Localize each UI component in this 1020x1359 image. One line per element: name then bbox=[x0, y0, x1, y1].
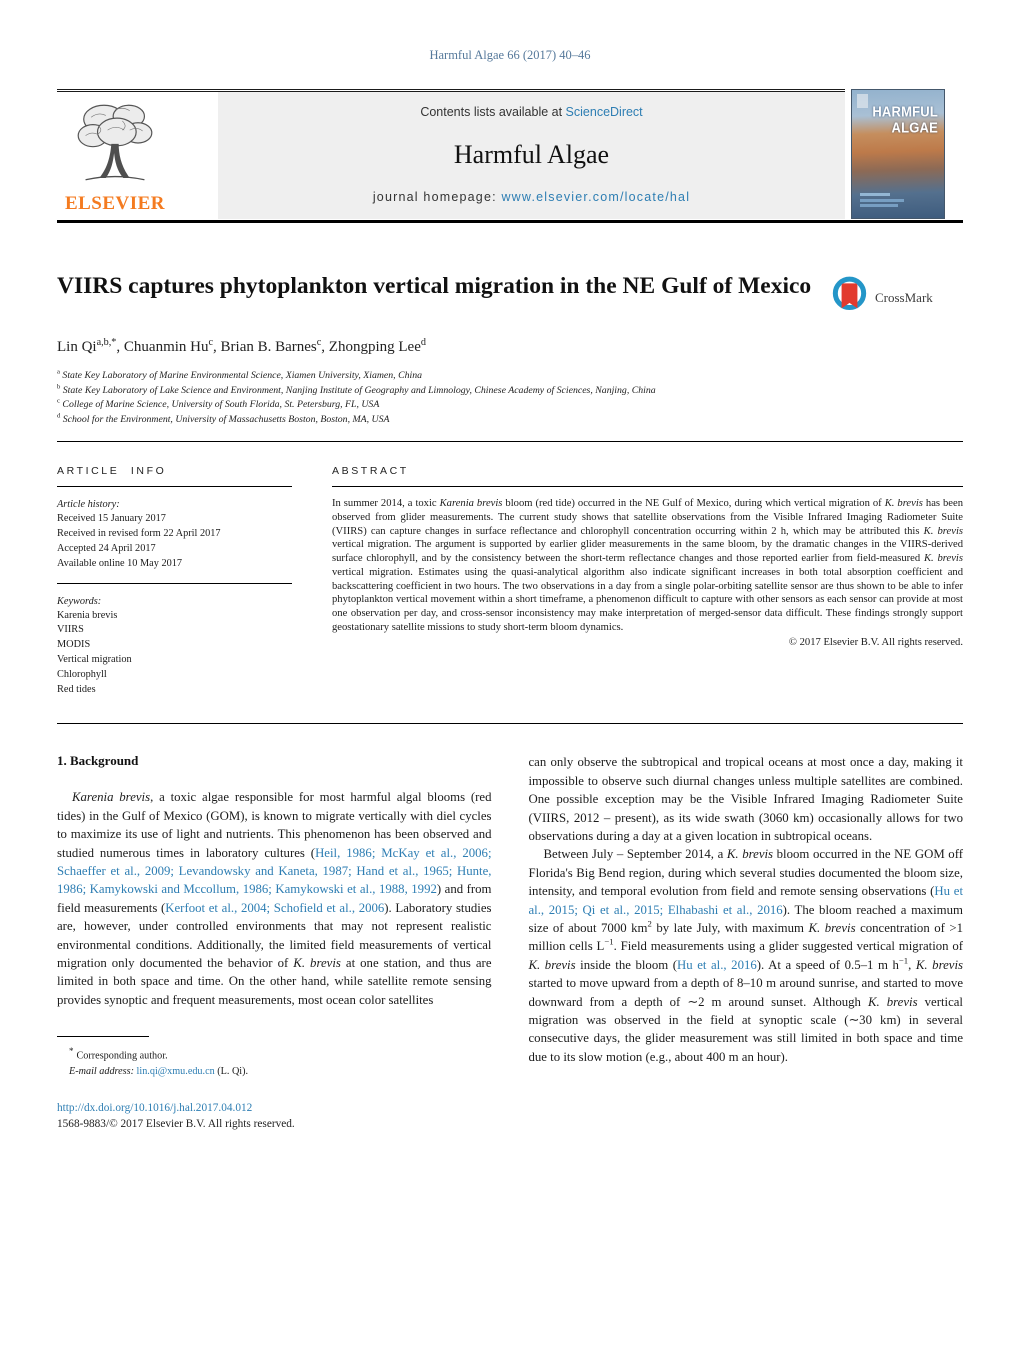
crossmark-icon bbox=[831, 275, 868, 320]
text-segment: K. brevis bbox=[923, 553, 963, 565]
footnote-block bbox=[57, 1036, 492, 1078]
cover-caption-bar bbox=[860, 193, 890, 196]
author-name: Chuanmin Hu bbox=[123, 339, 209, 355]
email-line bbox=[57, 1064, 492, 1079]
affiliation-text: State Key Laboratory of Marine Environmental Science, Xiamen University, Xiamen, China bbox=[62, 370, 423, 381]
cover-title-line2: ALGAE bbox=[891, 118, 938, 136]
sciencedirect-link[interactable]: ScienceDirect bbox=[565, 105, 643, 119]
article-info-heading: ARTICLE INFO bbox=[57, 465, 167, 478]
text-segment: In summer 2014, a toxic bbox=[332, 498, 440, 510]
text-segment: −1 bbox=[604, 937, 614, 948]
body-paragraph bbox=[57, 788, 492, 1009]
divider bbox=[57, 486, 292, 487]
journal-title: Harmful Algae bbox=[453, 139, 610, 169]
doi-link[interactable]: http://dx.doi.org/10.1016/j.hal.2017.04.012 bbox=[57, 1101, 253, 1114]
history-item: Available online 10 May 2017 bbox=[57, 557, 183, 569]
affiliation-text: College of Marine Science, University of South Florida, St. Petersburg, FL, USA bbox=[62, 399, 380, 411]
keyword-item: Karenia brevis bbox=[57, 609, 118, 621]
author-separator: , bbox=[321, 339, 329, 355]
text-segment: inside the bloom ( bbox=[575, 957, 677, 972]
author-separator: , bbox=[116, 339, 124, 355]
elsevier-logo[interactable] bbox=[57, 92, 173, 219]
masthead-banner bbox=[218, 92, 845, 219]
text-segment: Karenia brevis bbox=[72, 790, 151, 805]
text-segment: , bbox=[908, 957, 916, 972]
abstract-column bbox=[332, 465, 963, 697]
text-segment: . Field measurements using a glider suggested vertical migration of bbox=[613, 939, 963, 954]
affiliation-line bbox=[57, 384, 963, 399]
author-separator: , bbox=[213, 339, 221, 355]
body-left-column bbox=[57, 753, 492, 1131]
text-segment: K. brevis bbox=[808, 921, 856, 935]
abstract-heading: ABSTRACT bbox=[332, 465, 409, 478]
text-segment: K. brevis bbox=[884, 498, 923, 510]
footnote-text: Corresponding author. bbox=[76, 1050, 168, 1062]
affiliation-sup: a bbox=[57, 368, 60, 376]
text-segment: −1 bbox=[898, 955, 909, 966]
affiliation-text: State Key Laboratory of Lake Science and Environment, Nanjing Institute of Geography and Limnology, Chinese Academy of Sciences, Nanjing, China bbox=[62, 384, 656, 396]
abstract-text bbox=[332, 497, 963, 634]
author-sup: d bbox=[420, 337, 426, 348]
author-sup: c bbox=[316, 337, 322, 348]
footnote-rule bbox=[57, 1036, 149, 1037]
divider bbox=[332, 486, 963, 487]
text-segment: can only observe the subtropical and tropical oceans at most once a day, making it impossible to observe such diurnal changes unless multiple satellites are combined. One possible exception may be the Visible Infrared Imaging Radiometer Suite (VIIRS, 2012 – present), as its wide swath (3060 km) occasionally allows for two observations during a day at a given location in subtropical oceans. bbox=[528, 755, 963, 843]
affiliation-text: School for the Environment, University of Massachusetts Boston, Boston, MA, USA bbox=[62, 413, 390, 425]
homepage-prefix: journal homepage: bbox=[372, 190, 502, 204]
article-title: VIIRS captures phytoplankton vertical migration in the NE Gulf of Mexico bbox=[57, 273, 812, 299]
citation-link[interactable]: Kerfoot et al., 2004; Schofield et al., 2006 bbox=[165, 900, 385, 915]
issn-line: 1568-9883/© 2017 Elsevier B.V. All rights reserved. bbox=[57, 1117, 295, 1130]
contents-line bbox=[218, 105, 845, 119]
body-paragraph bbox=[529, 753, 964, 845]
contents-prefix: Contents lists available at bbox=[420, 105, 566, 119]
article-info-column bbox=[57, 465, 292, 697]
crossmark-badge[interactable] bbox=[831, 275, 935, 320]
author-name: Brian B. Barnes bbox=[220, 339, 317, 355]
masthead-left bbox=[57, 89, 845, 219]
text-segment: K. brevis bbox=[868, 994, 918, 1009]
affiliation-sup: b bbox=[57, 383, 61, 391]
text-segment: ). At a speed of 0.5–1 m h bbox=[756, 957, 899, 972]
keyword-item: Red tides bbox=[57, 683, 96, 695]
affiliation-sup: d bbox=[57, 412, 61, 420]
masthead bbox=[57, 89, 963, 219]
body-paragraph bbox=[529, 845, 964, 1066]
email-suffix: (L. Qi). bbox=[214, 1065, 249, 1077]
article-history-label: Article history: bbox=[57, 499, 120, 511]
keyword-item: Vertical migration bbox=[57, 653, 132, 665]
text-segment: bloom (red tide) occurred in the NE Gulf of Mexico, during which vertical migration of bbox=[502, 498, 885, 510]
text-segment: by late July, with maximum bbox=[651, 921, 809, 935]
affiliation-line bbox=[57, 369, 963, 384]
text-segment: ) and from field measurements ( bbox=[57, 882, 492, 915]
section-heading: 1. Background bbox=[57, 753, 139, 769]
text-segment: K. brevis bbox=[923, 525, 964, 537]
text-segment: at one station, and thus are limited in both space and time. On the other hand, while satellite remote sensing provides synoptic and frequent measurements, most ocean color satellites bbox=[57, 956, 492, 1007]
body-right-column bbox=[529, 753, 964, 1131]
author-name: Lin Qi bbox=[57, 339, 97, 355]
cover-title-line1: HARMFUL bbox=[872, 103, 938, 121]
text-segment: vertical migration. The argument is supported by earlier glider measurements in the same bloom, by the dramatic changes in the VIIRS-derived surface chlorophyll, and by the consistency between the short-term reflectance changes and those reported earlier from field-measured bbox=[332, 539, 963, 565]
text-segment: has been observed from glider measurements. The current study shows that satellite observations from the Visible Infrared Imaging Radiometer Suite (VIIRS) can capture changes in surface reflectance and chlorophyll concentration occurring within 2 h, which may be attributed this bbox=[332, 498, 963, 537]
cover-caption-bar bbox=[860, 199, 904, 202]
text-segment: bloom occurred in the NE GOM off Florida's Big Bend region, during which several studies documented the bloom size, intensity, and temporal evolution from field and remote sensing observations ( bbox=[528, 847, 963, 899]
email-label: E-mail address: bbox=[69, 1065, 134, 1077]
elsevier-tree-icon bbox=[69, 177, 161, 194]
affiliation-list bbox=[57, 369, 963, 427]
citation-link[interactable]: Hu et al., 2016 bbox=[677, 957, 757, 972]
text-segment: K. brevis bbox=[293, 956, 341, 970]
homepage-line bbox=[218, 190, 845, 204]
history-item: Accepted 24 April 2017 bbox=[57, 542, 156, 554]
text-segment: ). Laboratory studies are, however, under controlled environments that may not represent realistic environmental conditions. Additionally, the limited field measurements of vertical migration only documented the behavior of bbox=[57, 900, 492, 970]
text-segment: ). The bloom reached a maximum size of about 7000 km bbox=[528, 902, 963, 935]
crossmark-label: CrossMark bbox=[875, 289, 933, 305]
history-item: Received in revised form 22 April 2017 bbox=[57, 528, 221, 540]
affiliation-line bbox=[57, 398, 963, 413]
citation-link[interactable]: Hu et al., 2015; Qi et al., 2015; Elhabashi et al., 2016 bbox=[528, 884, 963, 917]
text-segment: vertical migration was observed in the field at synoptic scale (∼30 km) in several consecutive days, the glider measurement was still limited in both space and time due to its slow motion (e.g., about 400 m an hour). bbox=[528, 994, 963, 1064]
text-segment: K. brevis bbox=[915, 957, 963, 972]
copyright-line: © 2017 Elsevier B.V. All rights reserved. bbox=[788, 637, 963, 649]
cover-publisher-mark bbox=[857, 94, 868, 108]
citation-link[interactable]: Heil, 1986; McKay et al., 2006; Schaeffer et al., 2009; Levandowsky and Kaneta, 1987; Hand et al., 1965; Hunte, 1986; Kamykowski and Mccollum, 1986; Kamykowski et al., 1988, 1992 bbox=[57, 845, 492, 897]
text-segment: concentration of >1 million cells L bbox=[528, 921, 964, 954]
text-segment: started to move upward from a depth of 8–10 m around sunrise, and started to move downward from a depth of ∼2 m around sunset. Although bbox=[528, 976, 963, 1009]
affiliation-sup: c bbox=[57, 397, 60, 405]
author-sup: a,b,* bbox=[96, 337, 117, 348]
running-head-citation: Harmful Algae 66 (2017) 40–46 bbox=[429, 48, 591, 62]
cover-caption-bar bbox=[860, 204, 898, 207]
keyword-item: VIIRS bbox=[57, 624, 84, 636]
divider bbox=[57, 723, 963, 724]
thick-rule bbox=[57, 220, 963, 223]
author-name: Zhongping Lee bbox=[328, 339, 421, 355]
email-link[interactable]: lin.qi@xmu.edu.cn bbox=[136, 1065, 215, 1077]
homepage-link[interactable]: www.elsevier.com/locate/hal bbox=[501, 190, 691, 204]
text-segment: Karenia brevis bbox=[439, 498, 503, 510]
corresponding-author-note bbox=[57, 1044, 492, 1063]
divider bbox=[57, 583, 292, 584]
keywords-label: Keywords: bbox=[57, 595, 102, 607]
text-segment: K. brevis bbox=[726, 847, 774, 862]
journal-cover-thumbnail bbox=[851, 89, 945, 219]
footnote-marker: * bbox=[69, 1046, 74, 1057]
page-footer bbox=[57, 1100, 492, 1132]
author-sup: c bbox=[208, 337, 214, 348]
cover-title bbox=[872, 104, 938, 135]
text-segment: , a toxic algae responsible for most harmful algal blooms (red tides) in the Gulf of Mexico (GOM), is known to migrate vertically with diel cycles to maximize its use of light and nutrients. This phenomenon has been observed and studied numerous times in laboratory cultures ( bbox=[57, 790, 492, 860]
divider bbox=[57, 441, 963, 442]
text-segment: K. brevis bbox=[528, 957, 576, 972]
author-list bbox=[57, 339, 963, 356]
text-segment: Between July – September 2014, a bbox=[543, 847, 727, 862]
keyword-item: MODIS bbox=[57, 639, 91, 651]
affiliation-line bbox=[57, 413, 963, 428]
keyword-item: Chlorophyll bbox=[57, 668, 107, 680]
text-segment: vertical migration. Estimates using the quasi-analytical algorithm also indicate significant increases in both total absorption coefficient and backscattering coefficient in two hours. The two observations in a day from a single polar-orbiting satellite sensor are thus shown to be able to infer phytoplankton vertical movement within a short timeframe, a phenomenon difficult to capture with other sensors as each sensor can provide at most one observation per day, and cross-sensor inconsistency may make interpretation of merged-sensor data difficult. These findings strongly support geostationary satellite missions to study short-term bloom dynamics. bbox=[332, 566, 963, 633]
history-item: Received 15 January 2017 bbox=[57, 513, 166, 525]
elsevier-wordmark: ELSEVIER bbox=[64, 193, 166, 214]
text-segment: 2 bbox=[647, 918, 652, 929]
